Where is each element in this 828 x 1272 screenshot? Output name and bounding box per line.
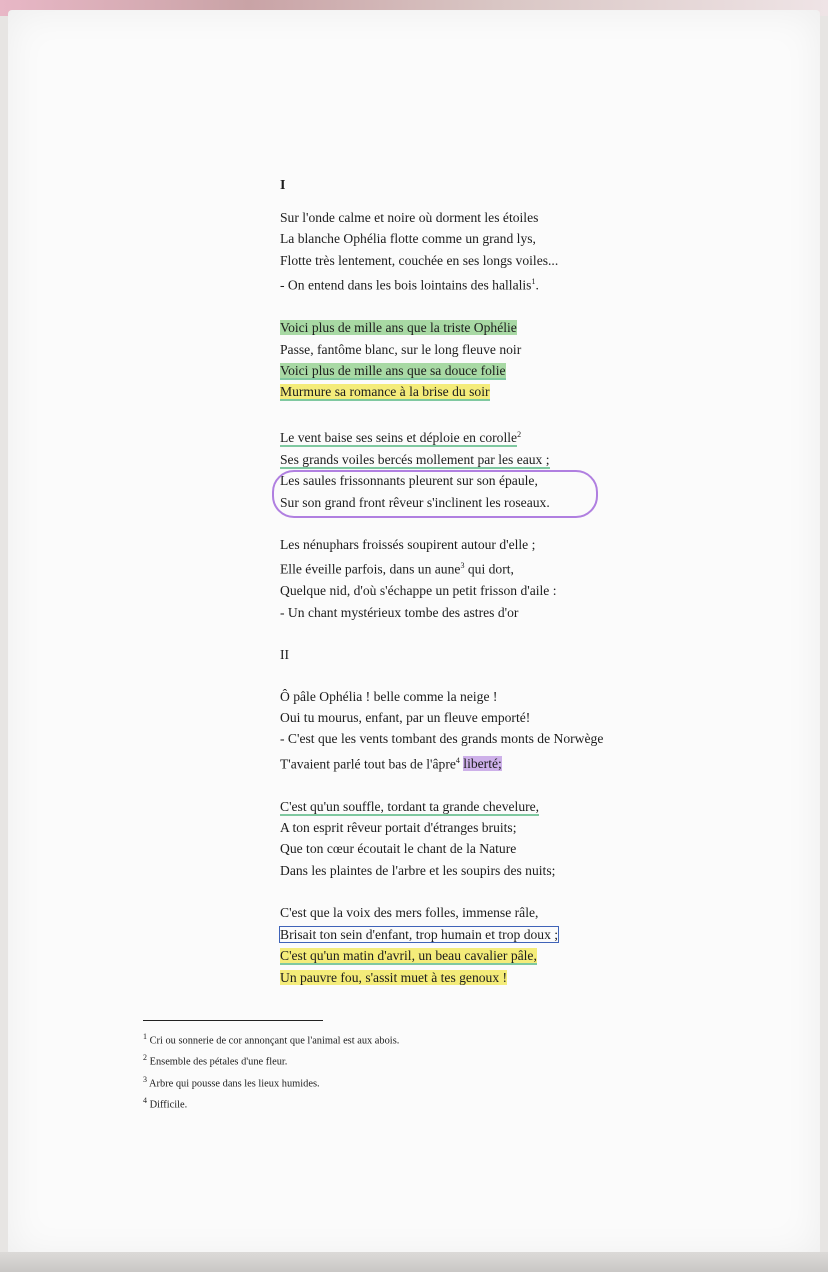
poem-line: La blanche Ophélia flotte comme un grand lys, <box>280 231 536 247</box>
poem-line: Murmure sa romance à la brise du soir <box>280 384 490 400</box>
poem-line: Que ton cœur écoutait le chant de la Nature <box>280 841 517 857</box>
poem-line: Dans les plaintes de l'arbre et les soupirs des nuits; <box>280 862 556 878</box>
poem-line: Un pauvre fou, s'assit muet à tes genoux ! <box>280 969 508 985</box>
stanza-4 <box>280 534 700 623</box>
section-marker-one: I <box>280 178 286 193</box>
footnote: $^4$ Difficile. <box>143 1096 188 1111</box>
poem-line: C'est que la voix des mers folles, immense râle, <box>280 905 539 921</box>
poem-line: Les nénuphars froissés soupirent autour d'elle ; <box>280 536 536 552</box>
purple-ring-annotation <box>272 470 598 518</box>
section-marker-two: II <box>280 647 290 663</box>
poem-line: T'avaient parlé tout bas de l'âpre$^4$ liberté; <box>280 755 502 772</box>
poem-line: Sur l'onde calme et noire où dorment les étoiles <box>280 210 539 225</box>
poem-line: Ses grands voiles bercés mollement par les eaux ; <box>280 451 550 467</box>
footnote-rule <box>143 1020 323 1021</box>
poem-line: Ô pâle Ophélia ! belle comme la neige ! <box>280 688 498 704</box>
note-mark: 2 <box>517 429 522 439</box>
note-mark: 3 <box>460 561 465 571</box>
poem-line: Les saules frissonnants pleurent sur son épaule, <box>280 473 538 489</box>
footnote: $^1$ Cri ou sonnerie de cor annonçant que l'animal est aux abois. <box>143 1032 400 1047</box>
poem <box>280 175 700 1009</box>
footnote: $^2$ Ensemble des pétales d'une fleur. <box>143 1053 288 1068</box>
poem-line: Brisait ton sein d'enfant, trop humain et trop doux ; <box>280 926 559 942</box>
poem-line: Elle éveille parfois, dans un aune$^3$ qui dort, <box>280 561 514 577</box>
stanza-5 <box>280 686 700 775</box>
stanza-3 <box>280 424 700 513</box>
poem-line: Flotte très lentement, couchée en ses longs voiles... <box>280 252 559 268</box>
poem-line: Voici plus de mille ans que la triste Ophélie <box>280 320 517 336</box>
poem-line: Voici plus de mille ans que sa douce folie <box>280 362 506 378</box>
poem-line: Quelque nid, d'où s'échappe un petit frisson d'aile : <box>280 583 557 599</box>
poem-line: Oui tu mourus, enfant, par un fleuve emporté! <box>280 709 531 725</box>
poem-line: - C'est que les vents tombant des grands monts de Norwège <box>280 731 604 747</box>
poem-line: A ton esprit rêveur portait d'étranges bruits; <box>280 820 517 836</box>
poem-line: Le vent baise ses seins et déploie en corolle$^2$ <box>280 429 522 446</box>
poem-line: - On entend dans les bois lointains des hallalis$^1$. <box>280 277 539 293</box>
note-mark: 4 <box>455 755 460 765</box>
footnote: $^3$ Arbre qui pousse dans les lieux humides. <box>143 1074 320 1090</box>
stanza-6 <box>280 796 700 882</box>
stanza-7 <box>280 902 700 988</box>
bottom-edge <box>0 1252 828 1272</box>
poem-line: C'est qu'un souffle, tordant ta grande chevelure, <box>280 798 540 814</box>
poem-line: Passe, fantôme blanc, sur le long fleuve noir <box>280 341 522 357</box>
footnotes <box>143 1028 643 1114</box>
stanza-2 <box>280 317 700 403</box>
stanza-1 <box>280 207 700 296</box>
note-mark: 1 <box>531 277 536 287</box>
poem-line: C'est qu'un matin d'avril, un beau cavalier pâle, <box>280 948 537 964</box>
poem-line: - Un chant mystérieux tombe des astres d'or <box>280 604 519 620</box>
poem-line: Sur son grand front rêveur s'inclinent les roseaux. <box>280 494 550 510</box>
